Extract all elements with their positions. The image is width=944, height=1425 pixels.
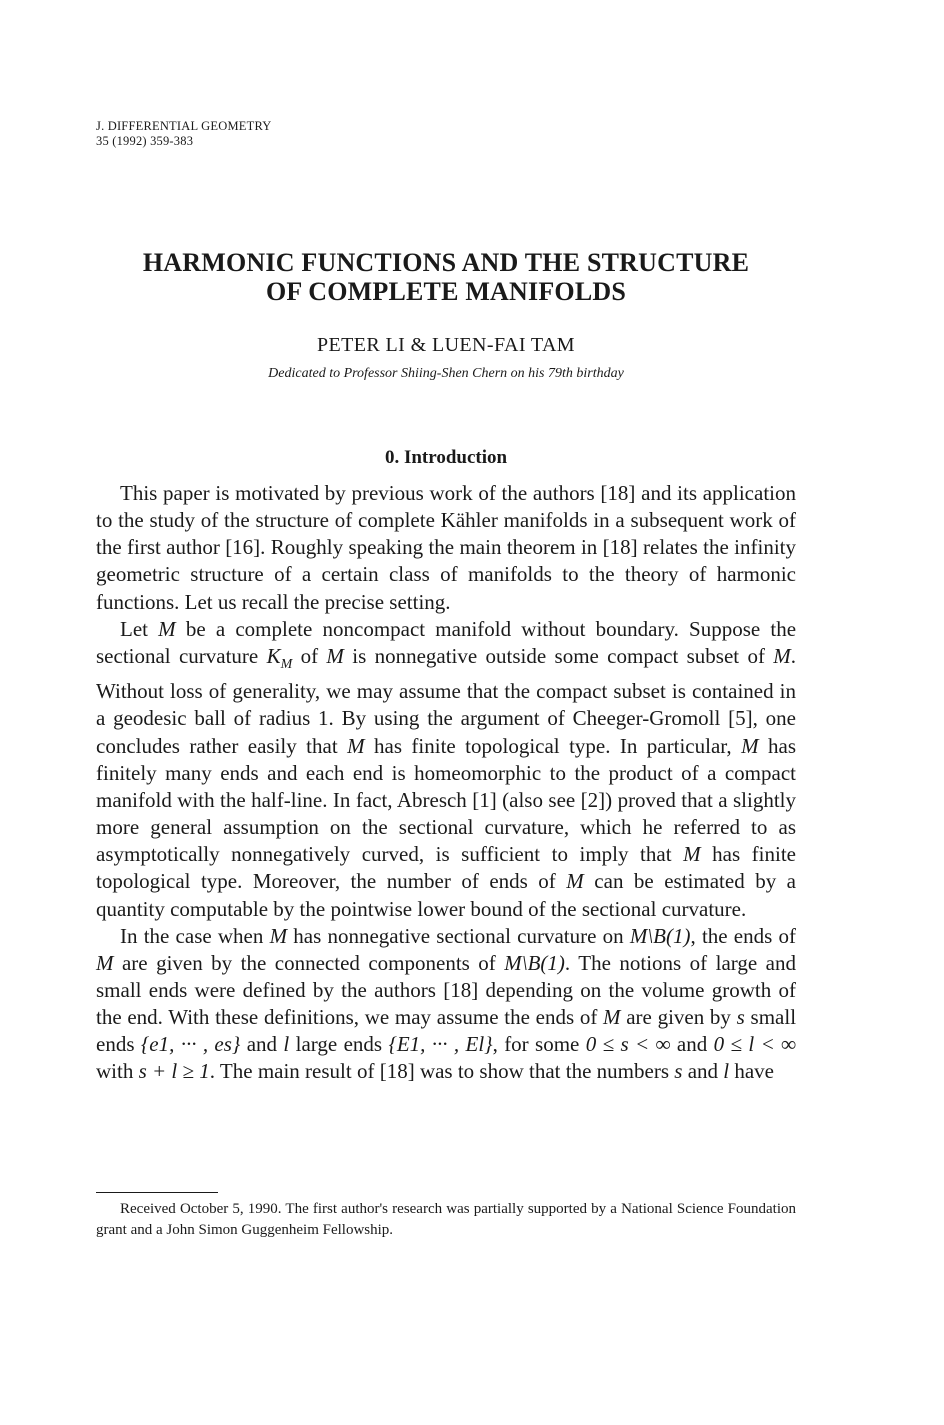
dedication: Dedicated to Professor Shiing-Shen Chern on his 79th birthday [268,366,624,381]
paper-title [96,248,796,306]
footnote-text: Received October 5, 1990. The first author's research was partially supported by a National Science Foundation grant and a John Simon Guggenheim Fellowship. [96,1201,796,1238]
journal-name: J. DIFFERENTIAL GEOMETRY [96,119,272,133]
title-line-1: HARMONIC FUNCTIONS AND THE STRUCTURE [142,248,750,277]
title-line-2: OF COMPLETE MANIFOLDS [265,277,627,306]
footnote [96,1199,796,1241]
body-text [96,480,796,1086]
authors: PETER LI & LUEN-FAI TAM [317,334,575,356]
section-heading: 0. Introduction [384,447,508,468]
journal-header [96,119,272,149]
curvature-symbol: $K_M$ [266,643,293,673]
paragraph-2: Let M be a complete noncompact manifold without boundary. Suppose the sectional curvature $K_M$ of M is nonnegative outside some compact subset of M. Without loss of generality, we may assume that the compact subset is contained in a geodesic ball of radius 1. By using the argument of Cheeger-Gromoll [5], one concludes rather easily that M has finite topological type. In particular, M has finitely many ends and each end is homeomorphic to the product of a compact manifold with the half-line. In fact, Abresch [1] (also see [2]) proved that a slightly more general assumption on the sectional curvature, which he referred to as asymptotically nonnegatively curved, is sufficient to imply that M has finite topological type. Moreover, the number of ends of M can be estimated by a quantity computable by the pointwise lower bound of the sectional curvature. [96,616,797,921]
paragraph-3: In the case when M has nonnegative sectional curvature on M\B(1), the ends of M are given by the connected components of M\B(1). The notions of large and small ends were defined by the authors [18] depending on the volume growth of the end. With these definitions, we may assume the ends of M are given by s small ends {e1, ··· , es} and l large ends {E1, ··· , El}, for some 0 ≤ s < ∞ and 0 ≤ l < ∞ with s + l ≥ 1. The main result of [18] was to show that the numbers s and l have [96,923,797,1084]
footnote-rule [96,1192,218,1193]
journal-volume: 35 (1992) 359-383 [96,134,194,148]
paragraph-1: This paper is motivated by previous work of the authors [18] and its application to the study of the structure of complete Kähler manifolds in a subsequent work of the first author [16]. Roughly speaking the main theorem in [18] relates the infinity geometric structure of a certain class of manifolds to the theory of harmonic functions. Let us recall the precise setting. [96,481,796,614]
